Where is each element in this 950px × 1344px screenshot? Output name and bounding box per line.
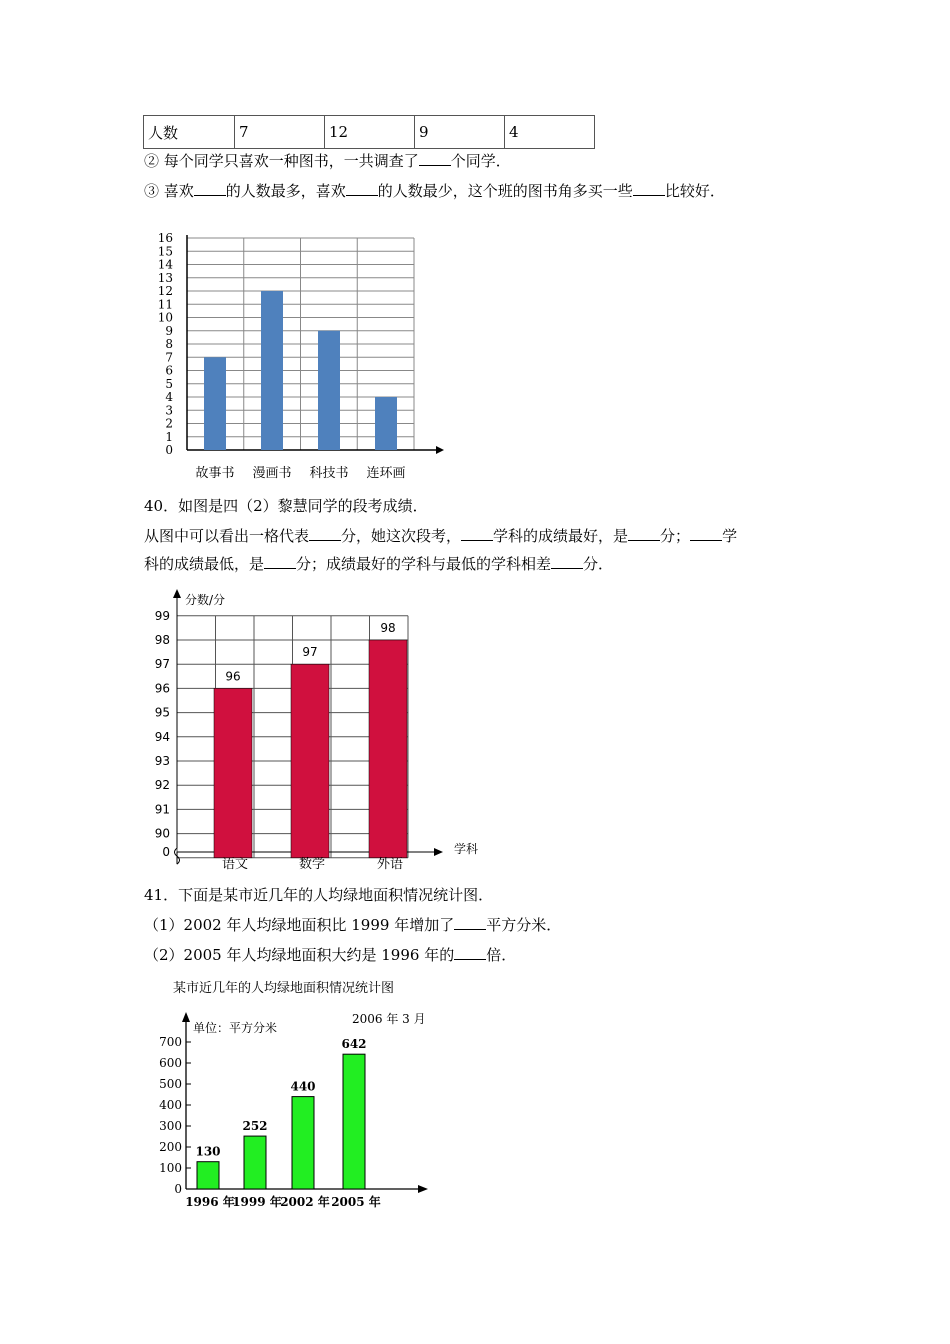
text: ② 每个同学只喜欢一种图书，一共调查了: [144, 152, 419, 170]
x-tick-label: 2005 年: [331, 1195, 381, 1209]
y-axis-arrow: [173, 589, 181, 598]
answer-blank[interactable]: [551, 554, 583, 569]
bar: [197, 1162, 219, 1189]
x-tick-label: 语文: [221, 857, 249, 872]
y-axis-arrow: [182, 1012, 190, 1022]
chart-date: 2006 年 3 月: [352, 1012, 426, 1026]
bar: [261, 291, 283, 450]
y-tick-label: 15: [157, 244, 173, 259]
y-tick-label: 0: [165, 443, 173, 457]
table-cell: 7: [235, 116, 325, 149]
answer-blank[interactable]: [346, 181, 378, 196]
y-tick-label: 100: [159, 1161, 182, 1175]
bar: [292, 1097, 314, 1189]
x-axis-arrow: [418, 1185, 428, 1193]
exam-score-chart: [140, 585, 500, 875]
bar-value-label: 97: [302, 645, 318, 660]
text: 的人数最少，这个班的图书角多买一些: [377, 182, 633, 200]
text: 个同学．: [450, 152, 511, 170]
y-tick-label: 12: [157, 284, 173, 298]
x-tick-label: 1996 年: [185, 1195, 235, 1209]
table-cell: 12: [325, 116, 415, 149]
bar-value-label: 642: [341, 1037, 367, 1052]
x-tick-label: 外语: [376, 857, 404, 872]
table-cell: 4: [505, 116, 595, 149]
chart-unit: 单位：平方分米: [193, 1021, 278, 1035]
y-tick-label: 11: [157, 297, 173, 312]
y-tick-label: 90: [154, 826, 170, 841]
text: 学科的成绩最好，是: [493, 527, 629, 545]
y-tick-label: 8: [165, 337, 173, 351]
x-tick-label: 1999 年: [232, 1195, 282, 1209]
x-tick-label: 漫画书: [252, 466, 292, 481]
bar-value-label: 98: [380, 621, 396, 635]
y-tick-label: 96: [154, 681, 170, 696]
y-tick-label: 99: [154, 608, 170, 623]
q41-line1: [144, 915, 561, 935]
table-row-label: 人数: [144, 116, 235, 149]
text: 科的成绩最低，是: [144, 555, 265, 573]
text: 学: [722, 527, 738, 545]
bar-value-label: 252: [242, 1119, 268, 1134]
x-tick-label: 故事书: [195, 466, 235, 481]
bar-value-label: 130: [195, 1144, 221, 1159]
answer-blank[interactable]: [454, 945, 486, 960]
bar: [244, 1136, 266, 1189]
y-tick-label: 1: [165, 429, 173, 444]
table-cell: 9: [415, 116, 505, 149]
y-tick-label: 92: [154, 778, 170, 793]
q41-title: 41．下面是某市近几年的人均绿地面积情况统计图．: [144, 886, 494, 904]
text: 分；: [660, 527, 691, 545]
y-tick-label: 93: [154, 754, 170, 768]
q40-line1: [144, 526, 737, 546]
answer-blank[interactable]: [454, 915, 486, 930]
bar: [214, 688, 252, 857]
x-axis-label: 学科: [454, 842, 479, 856]
q39-line3: [144, 181, 725, 201]
y-tick-label: 6: [165, 363, 173, 378]
y-tick-label: 14: [157, 257, 173, 272]
answer-blank[interactable]: [461, 526, 493, 541]
bar: [343, 1054, 365, 1189]
survey-table: [143, 115, 595, 149]
x-tick-label: 科技书: [309, 466, 349, 481]
y-axis-label: 分数/分: [185, 593, 226, 607]
bar: [204, 357, 226, 450]
y-tick-label: 98: [154, 633, 170, 647]
text: 分，她这次段考，: [341, 527, 462, 545]
text: 比较好．: [664, 182, 725, 200]
answer-blank[interactable]: [628, 526, 660, 541]
chart-title: 某市近几年的人均绿地面积情况统计图: [173, 981, 395, 996]
x-axis-arrow: [434, 848, 443, 856]
y-tick-label: 400: [159, 1098, 182, 1112]
text: 从图中可以看出一格代表: [144, 527, 310, 545]
y-tick-label: 3: [165, 403, 173, 418]
y-tick-label: 94: [154, 729, 170, 744]
y-tick-label: 9: [165, 323, 173, 338]
text: 分；成绩最好的学科与最低的学科相差: [296, 555, 552, 573]
text: （2）2005 年人均绿地面积大约是 1996 年的: [144, 946, 455, 964]
y-tick-label: 10: [157, 310, 173, 325]
y-tick-label: 500: [159, 1077, 182, 1091]
q40-line2: [144, 554, 613, 574]
answer-blank[interactable]: [690, 526, 722, 541]
y-tick-label: 2: [165, 416, 173, 431]
answer-blank[interactable]: [419, 151, 451, 166]
y-tick-label: 95: [154, 705, 170, 720]
text: ③ 喜欢: [144, 182, 194, 200]
text: 倍．: [486, 946, 517, 964]
text: 的人数最多，喜欢: [225, 182, 346, 200]
bar-value-label: 96: [225, 669, 241, 684]
answer-blank[interactable]: [194, 181, 226, 196]
y-tick-label: 97: [154, 657, 170, 672]
x-tick-label: 连环画: [366, 466, 406, 481]
text: 分．: [583, 555, 614, 573]
y-tick-label: 600: [159, 1056, 182, 1070]
q40-title: 40．如图是四（2）黎慧同学的段考成绩．: [144, 497, 428, 515]
bar: [369, 640, 407, 858]
y-tick-label: 4: [165, 390, 173, 404]
y-tick-label: 7: [165, 350, 173, 365]
y-tick-label: 300: [159, 1119, 182, 1133]
table-row: [144, 116, 595, 149]
text: （1）2002 年人均绿地面积比 1999 年增加了: [144, 916, 455, 934]
bar: [375, 397, 397, 450]
bar-value-label: 440: [290, 1079, 316, 1094]
y-tick-label: 200: [159, 1140, 182, 1154]
y-tick-label: 13: [157, 270, 173, 285]
answer-blank[interactable]: [309, 526, 341, 541]
green-area-chart: [140, 978, 450, 1218]
q41-line2: [144, 945, 516, 965]
answer-blank[interactable]: [633, 181, 665, 196]
x-tick-label: 2002 年: [280, 1195, 330, 1209]
text: 平方分米．: [486, 916, 562, 934]
y-tick-label: 5: [165, 376, 173, 391]
bar: [318, 331, 340, 450]
y-tick-label: 91: [154, 802, 170, 817]
x-tick-label: 数学: [298, 857, 326, 872]
y-tick-label: 0: [174, 1182, 182, 1196]
y-tick-label: 16: [157, 231, 173, 245]
book-preference-chart: [140, 225, 460, 490]
answer-blank[interactable]: [264, 554, 296, 569]
x-axis-arrow: [436, 446, 444, 454]
bar: [291, 664, 329, 858]
y-zero-label: 0: [162, 845, 170, 859]
y-tick-label: 700: [159, 1035, 182, 1049]
q39-line2: [144, 151, 511, 171]
